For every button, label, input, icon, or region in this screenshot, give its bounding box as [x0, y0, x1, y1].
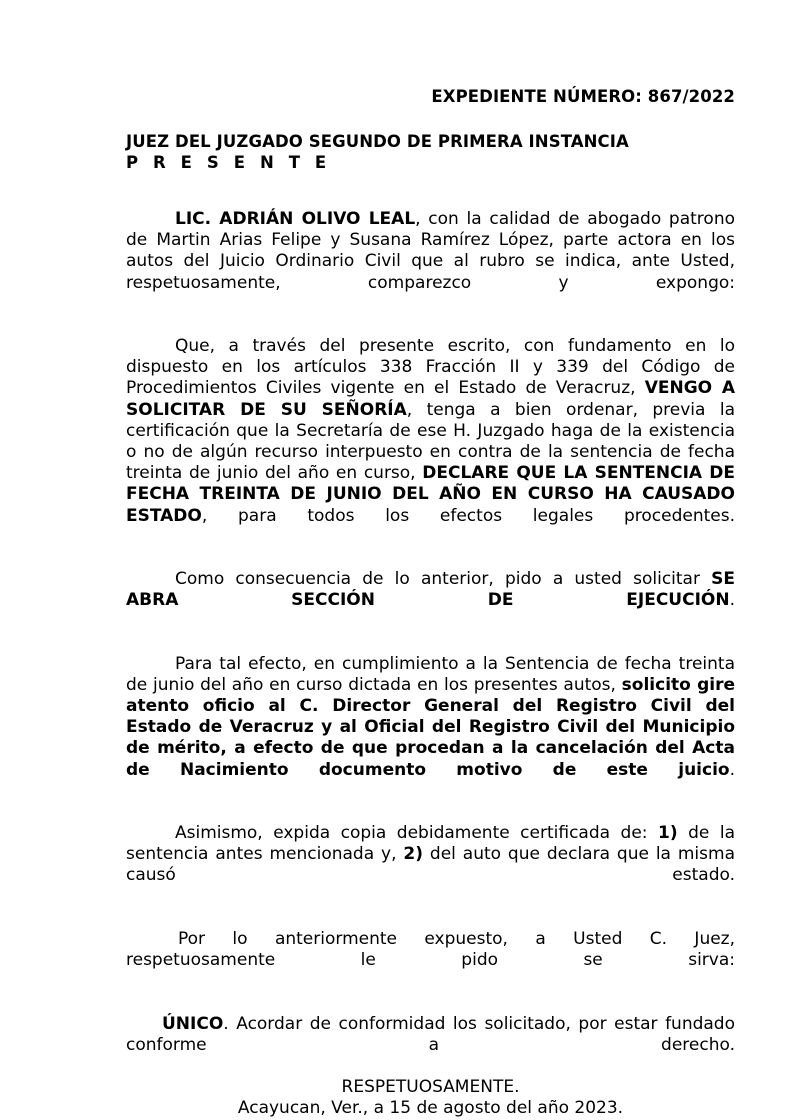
spacer-after-header [126, 173, 735, 209]
emphasized-run: DECLARE QUE LA SENTENCIA DE FECHA TREINTA DE JUNIO DEL AÑO EN CURSO HA CAUSADO ESTADO [126, 463, 735, 526]
paragraph-request [126, 336, 735, 548]
addressee-presente-line: P R E S E N T E [126, 153, 331, 172]
spacer-3 [126, 633, 735, 654]
emphasized-run: 2) [403, 844, 423, 865]
emphasized-run: solicito gire atento oficio al C. Director General del Registro Civil del Estado de Veracruz y al Oficial del Registro Civil del Municipio de mérito, a efecto de que procedan a la cancelación del Acta de Nacimiento documento motivo de este juicio [126, 674, 735, 780]
text-run: de la sentencia antes mencionada y, [126, 823, 735, 865]
emphasized-run: 1) [658, 823, 678, 844]
spacer-4 [126, 802, 735, 823]
text-run: Por lo anteriormente expuesto, a Usted C. Juez, respetuosamente le pido se sirva: [126, 928, 735, 971]
text-run: . [729, 759, 735, 780]
paragraph-execution-section [126, 569, 735, 633]
emphasized-run: LIC. ADRIÁN OLIVO LEAL [175, 209, 416, 229]
text-run: Asimismo, expida copia debidamente certificada de: [175, 823, 659, 844]
spacer-6 [126, 993, 735, 1014]
addressee-court-line: JUEZ DEL JUZGADO SEGUNDO DE PRIMERA INSTANCIA [126, 132, 629, 151]
text-run: Para tal efecto, en cumplimiento a la Sentencia de fecha treinta de junio del año en curso dictada en los presentes autos, [126, 653, 735, 695]
spacer-5 [126, 908, 735, 929]
document-content [126, 0, 735, 1120]
spacer-2 [126, 548, 735, 569]
emphasized-run: VENGO A SOLICITAR DE SU SEÑORÍA [126, 378, 735, 420]
paragraph-unico [126, 1014, 735, 1078]
paragraph-official-letter [126, 654, 735, 802]
text-run: , para todos los efectos legales procedentes. [201, 505, 735, 526]
emphasized-run: ÚNICO [162, 1013, 224, 1034]
text-run: Como consecuencia de lo anterior, pido a usted solicitar [175, 569, 712, 590]
paragraph-conclusion [126, 929, 735, 993]
text-run: . [729, 590, 735, 611]
text-run: , tenga a bien ordenar, previa la certificación que la Secretaría de ese H. Juzgado haga de la existencia o no de algún recurso interpuesto en contra de la sentencia de fecha treinta de junio del año en curso, [126, 399, 735, 484]
paragraph-appearance [126, 209, 735, 315]
case-number-header: EXPEDIENTE NÚMERO: 867/2022 [431, 87, 735, 106]
text-run: , con la calidad de abogado patrono de Martin Arias Felipe y Susana Ramírez López, parte actora en los autos del Juicio Ordinario Civil que al rubro se indica, ante Usted, respetuosamente, comparezco y expongo: [126, 209, 735, 293]
spacer-1 [126, 315, 735, 336]
text-run: del auto que declara que la misma causó estado. [126, 844, 735, 886]
closing-salutation: RESPETUOSAMENTE. [341, 1077, 520, 1098]
text-run: Que, a través del presente escrito, con fundamento en lo dispuesto en los artículos 338 Fracción II y 339 del Código de Procedimientos Civiles vigente en el Estado de Veracruz, [126, 336, 735, 399]
closing-place-and-date: Acayucan, Ver., a 15 de agosto del año 2023. [237, 1098, 624, 1119]
addressee-block [126, 131, 735, 173]
emphasized-run: SE ABRA SECCIÓN DE EJECUCIÓN [126, 569, 735, 611]
text-run: . Acordar de conformidad los solicitado, por estar fundado conforme a derecho. [126, 1013, 735, 1055]
paragraph-certified-copies [126, 823, 735, 908]
